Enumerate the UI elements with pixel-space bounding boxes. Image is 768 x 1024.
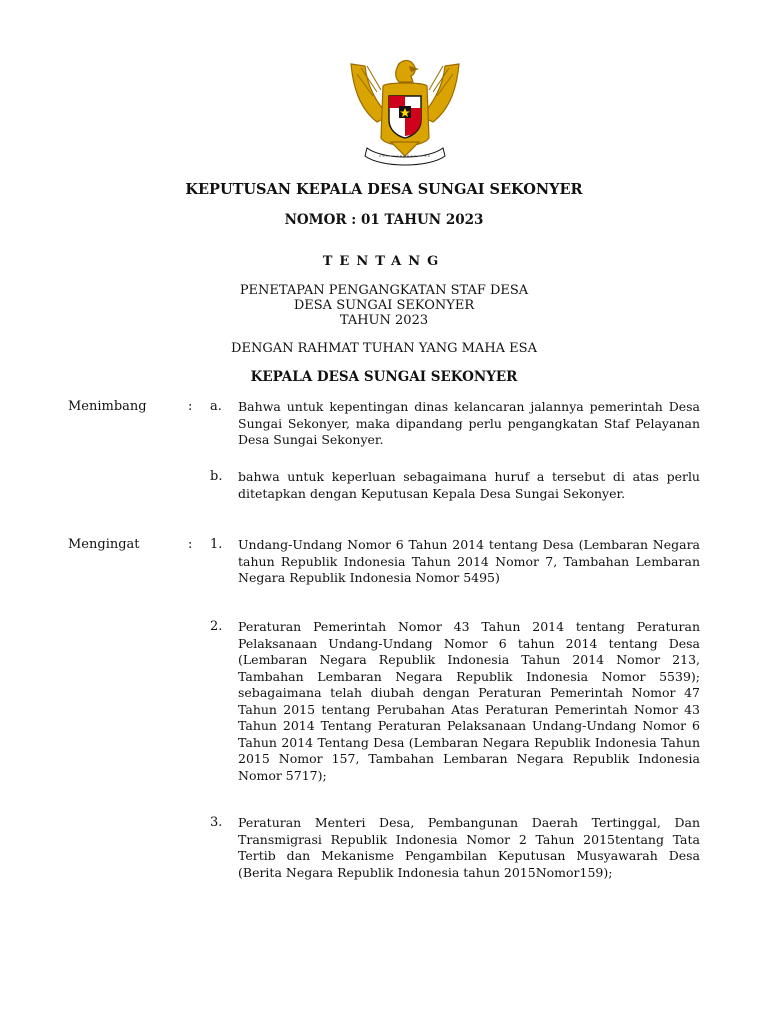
menimbang-colon: : bbox=[188, 399, 193, 414]
mengingat-item-1: Undang-Undang Nomor 6 Tahun 2014 tentang Desa (Lembaran Negara tahun Republik Indonesia Tahun 2014 Nomor 7, Tambahan Lembaran Negara Republik Indonesia Nomor 5495) bbox=[238, 537, 700, 585]
mengingat-item-2: Peraturan Pemerintah Nomor 43 Tahun 2014 tentang Peraturan Pelaksanaan Undang-Undang Nomor 6 tahun 2014 tentang Desa (Lembaran Negara Republik Indonesia Tahun 2014 Nomor 213, Tambahan Lembaran Negara Republik Indonesia Nomor 5539); sebagaimana telah diubah dengan Peraturan Pemerintah Nomor 47 Tahun 2015 tentang Perubahan Atas Peraturan Pemerintah Nomor 43 Tahun 2014 Tentang Peraturan Pelaksanaan Undang-Undang Nomor 6 Tahun 2014 Tentang Desa (Lembaran Negara Republik Indonesia Tahun 2015 Nomor 157, Tambahan Lembaran Negara Republik Indonesia Nomor 5717); bbox=[238, 619, 700, 783]
menimbang-marker-a: a. bbox=[210, 399, 222, 414]
mengingat-item-3: Peraturan Menteri Desa, Pembangunan Daerah Tertinggal, Dan Transmigrasi Republik Indonesia Nomor 2 Tahun 2015tentang Tata Tertib dan Mekanisme Pengambilan Keputusan Musyawarah Desa (Berita Negara Republik Indonesia tahun 2015Nomor159); bbox=[238, 815, 700, 880]
garuda-emblem-icon bbox=[343, 56, 467, 168]
subject-line-2: DESA SUNGAI SEKONYER bbox=[293, 298, 475, 313]
decree-title: KEPUTUSAN KEPALA DESA SUNGAI SEKONYER bbox=[185, 181, 583, 198]
tentang-heading: TENTANG bbox=[322, 254, 446, 269]
decree-number: NOMOR : 01 TAHUN 2023 bbox=[284, 212, 484, 228]
mengingat-colon: : bbox=[188, 537, 193, 552]
mengingat-marker-1: 1. bbox=[210, 537, 223, 552]
mengingat-marker-2: 2. bbox=[210, 619, 223, 634]
menimbang-item-b: bahwa untuk keperluan sebagaimana huruf a tersebut di atas perlu ditetapkan dengan Keputusan Kepala Desa Sungai Sekonyer. bbox=[238, 469, 700, 501]
mengingat-label: Mengingat bbox=[68, 537, 140, 552]
official-title: KEPALA DESA SUNGAI SEKONYER bbox=[250, 369, 518, 385]
subject-line-1: PENETAPAN PENGANGKATAN STAF DESA bbox=[239, 283, 529, 298]
menimbang-label: Menimbang bbox=[68, 399, 147, 414]
subject-line-3: TAHUN 2023 bbox=[339, 313, 429, 328]
menimbang-item-a: Bahwa untuk kepentingan dinas kelancaran jalannya pemerintah Desa Sungai Sekonyer, maka dipandang perlu pengangkatan Staf Pelayanan Desa Sungai Sekonyer. bbox=[238, 399, 700, 447]
rahmat-line: DENGAN RAHMAT TUHAN YANG MAHA ESA bbox=[231, 341, 537, 356]
menimbang-marker-b: b. bbox=[210, 469, 223, 484]
mengingat-marker-3: 3. bbox=[210, 815, 223, 830]
